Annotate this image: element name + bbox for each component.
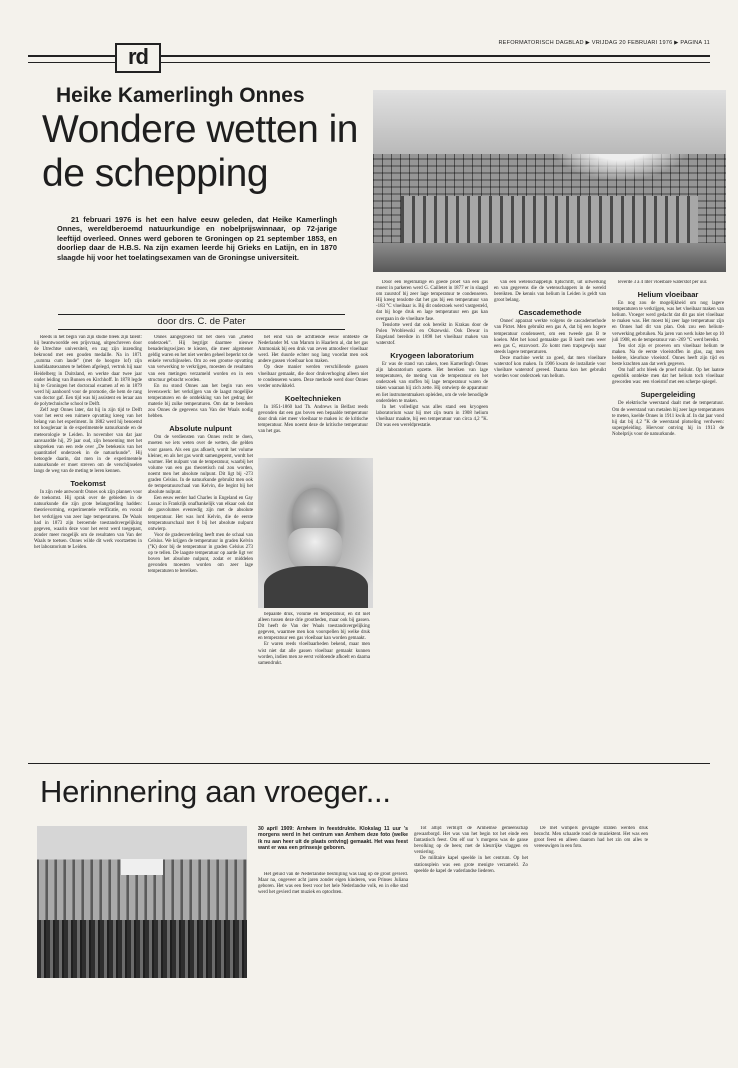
article-column-1 <box>34 335 142 755</box>
paragraph: In 1851-1860 had Th. Andrews in Belfast reeds gevonden dat een gas boven een bepaalde temperatuur door druk niet meer vloeibaar te maken is: de kritische temperatuur. Men noemt deze de kritische temperatuur van het gas. <box>258 404 368 435</box>
article-headline: Wondere wetten in de schepping <box>42 108 358 195</box>
second-article-lead: 30 april 1909: Arnhem in feestdrukte. Klokslag 11 uur 's morgens werd in het centrum van Arnhem deze foto (welke ik nu aan heer uit de plaats ontving) gemaakt. Het was feest want er was een prinsesje geboren. <box>258 826 408 852</box>
paragraph: En nu stond Onnes aan het begin van een levenswerk: het verkrijgen van de laagst mogelijke temperaturen en de ontdekking van het gedrag der materie bij zulke temperaturen. Om dat te bereiken zou Onnes de gegevens van Van der Waals nodig hebben. <box>148 383 253 420</box>
subheading-toekomst: Toekomst <box>70 479 106 489</box>
paragraph: In zijn rede antwoordt Onnes ook zijn plannen voor de toekomst. Hij sprak over de gebieden in de natuurkunde die zijn grote belangstelling hadden: theorievorming, experimentele verificatie, en vooral het verkrijgen van zeer lage temperaturen. De Waals had in 1873 zijn beroemde toestandsvergelijking gegeven, waarin deze voor het eerst werd toegepast, zonder meer mogelijk om de resultaten van Van der Waals te toetsen. Onnes wilde dit werk voortzetten in het laboratorium te Leiden. <box>34 490 142 550</box>
paragraph: Voor de gradenverdeling heeft men de schaal van Celsius. We krijgen de temperatuur in graden Kelvin (°K) door bij de temperatuur in graden Celsius 273 op te tellen. De laagste temperatuur op aarde ligt ver boven het absolute nulpunt, zodat er middelen gevonden moesten worden om zeer lage temperaturen te bereiken. <box>148 532 253 575</box>
second-article-headline: Herinnering aan vroeger... <box>40 774 391 809</box>
masthead-info: REFORMATORISCH DAGBLAD ▶ VRIJDAG 20 FEBRUARI 1976 ▶ PAGINA 11 <box>498 40 710 46</box>
paragraph: Onnes aangegroeid tot het doen van „meted onderzoek”. Hij begrijpt daarmee nieuwe benaderingswijzen te kiezen, die meer algemener geldig waren en het niet werden geheel beperkt tot de enkele verschijnselen. Om zo een grootse opvatting van verwerking te verkrijgen, moesten de resultaten van een metingen verzameld worden en in een structuur gebracht worden. <box>148 335 253 383</box>
paragraph: Om de verdiensten van Onnes recht te doen, moeten we iets weten over de wetten, die gelden voor gassen. Als een gas afkoelt, wordt het volume kleiner, en als het gas wordt samengeperst, wordt het warmer. Het nulpunt van de temperatuur, waarbij het volume van een gas theoretisch nul zou worden, noemt men het absolute nulpunt. Dit ligt bij -273 graden Celsius. In de natuurkunde gebruikt men ook de temperatuurschaal van Kelvin, die begint bij het absolute nulpunt. <box>148 435 253 496</box>
article-column-5 <box>376 280 488 755</box>
paragraph: Deze machine werkt zo goed, dat men vloeibare waterstof kon maken. In 1906 kwam de installatie voor vloeibare waterstof gereed. Daarna kon het gebruikt worden voor onderzoek van helium. <box>494 355 606 380</box>
paragraph: En nog zou de mogelijkheid om nog lagere temperaturen te verkrijgen, was het vloeibaar maken van helium. Vroeger werd gedacht dat dit gas niet vloeibaar te maken was. Het moest bij zeer lage temperatuur zijn en Onnes had dit van plan. Ook zou een helium-verwerking gebruiken. Na jaren van werk lukte het op 10 juli 1908, en de temperatuur van -269 °C werd bereikt. <box>612 301 724 343</box>
paragraph: het eind van de achttiende eeuw ontdekte de Nederlander M. van Marum in Haarlem al, dat het gas Ammoniak bij een druk van zeven atmosfeer vloeibaar werd. Het duurde echter nog lang voordat men ook andere gassen vloeibaar kon maken. <box>258 335 368 365</box>
paragraph: Om half acht bleek de proef mislukt. Op het laatste ogenblik ontdekte men dat het helium toch vloeibaar geworden was: een vloeistof met een scherpe spiegel. <box>612 368 724 386</box>
paragraph: Ten slot zijn er proeven om vloeibaar helium te maken. Na de eerste vloeistoffen in glas, zag men heldere, kleurloze vloeistof. Onnes heeft zijn tijd en beste krachten aan dat werk gegeven. <box>612 343 724 368</box>
subheading-absolute-nulpunt: Absolute nulpunt <box>169 424 232 434</box>
paragraph: In het volledigst was alles stand een kryogeen laboratorium waar hij met zijn team in 1908 helium vloeibaar maakte, bij een temperatuur van circa 4,2 °K. Dit was een wereldprestatie. <box>376 404 488 428</box>
laboratory-photo <box>373 90 726 272</box>
second-article-column-3 <box>534 826 648 1022</box>
street-celebration-photo <box>37 826 247 978</box>
paragraph: De met wimpels gevlagde straten werden druk bezocht. Men schaarde rond de muziektent. Het was een groot feest en alleen daarom had het zin om alles te vereeuwigen in een foto. <box>534 826 648 850</box>
article-byline: door drs. C. de Pater <box>58 314 345 330</box>
article-column-6 <box>494 280 606 755</box>
second-article-column-1 <box>258 872 408 1022</box>
section-divider <box>28 763 710 764</box>
paragraph: Zelf zegt Onnes later, dat hij in zijn tijd te Delft voor het eerst een ruimere opvatting kreeg van het belang van het experiment. In 1882 werd hij benoemd tot hoogleraar in de experimentele natuurkunde en de meteorologie te Leiden. In november van dat jaar aanvaardde hij, 29 jaar oud, zijn benoeming met het uitspreken van een rede over „De betekenis van het quantitatief onderzoek in de natuurkunde”. Hij betoogde daarin, dat men in de experimentele natuurkunde er moet streven om de verschijnselen langs de weg van de meting te leren kennen. <box>34 408 142 475</box>
article-kicker: Heike Kamerlingh Onnes <box>56 84 305 107</box>
newspaper-logo: rd <box>115 43 161 73</box>
paragraph: bepaalde druk, volume en temperatuur, en dit niet alleen tussen deze drie grootheden, maar ook bij gassen. Dit heeft de Van der Waals toestandsvergelijking gegeven, waarmee men kon voorspellen bij welke druk en temperatuur een gas vloeibaar kan worden gemaakt. <box>258 612 370 642</box>
subheading-koeltechnieken: Koeltechnieken <box>284 393 342 403</box>
paragraph: Tot altijd verblijft de Arnhemse gemeenschap gewaarborgd. Het was van het begin tot het einde een fantastisch feest. Om elf uur 's morgens was de ganse bevolking op de been; met de kleurrijke vlaggen en versiering. <box>414 826 528 856</box>
paragraph: Reeds in het begin van zijn studie bleek zijn talent: hij beantwoordde een prijsvraag, uitgeschreven door de Utrechtse universiteit, en zag zijn inzending bekroond met een gouden medaille. Na in 1871 „summa cum laude” (met de hoogste lof) zijn kandidaatsexamen te hebben afgelegd, vertrok hij naar Heidelberg in Duitsland, en werkte daar twee jaar onder leiding van Bunsen en Kirchhoff. In 1878 legde hij te Groningen het doctoraal examen af en in 1879 werd hij aanhoord voor de promotie, die hem de rang van doctor gaf. Een tijd was hij assistent en leraar aan de polytechnische school te Delft. <box>34 335 142 408</box>
paragraph: De elektrische weerstand daalt met de temperatuur. Om de weerstand van metalen bij zeer lage temperaturen te meten, koelde Onnes in 1911 kwik af. In dat jaar vond hij dat bij 4,2 °K de weerstand plotseling verdween: supergeleiding. Hiervoor ontving hij in 1913 de Nobelprijs voor de natuurkunde. <box>612 401 724 437</box>
paragraph: Tenslotte werd dat ook bereikt in Krakau door de Polen Wroblewski en Olszewski. Ook Dewar in Engeland bereikte in 1898 het vloeibaar maken van waterstof. <box>376 322 488 346</box>
subheading-supergeleiding: Supergeleiding <box>640 390 696 400</box>
article-column-3-top <box>258 335 368 453</box>
paragraph: Het geluid van de Nederlandse besmijling was laag op de groot gevierd. Maar na, ongeveer acht jaren zonder eigen kinderen, was Prinses Juliana geboren. Het was een feest voor het hele Nederlandse volk, en in elke stad werd het gevierd met muziek en optochten. <box>258 872 408 896</box>
article-column-2 <box>148 335 253 755</box>
paragraph: Een eeuw eerder had Charles in Engeland en Gay Lussac in Frankrijk onafhankelijk van elkaar ook dat de gasvolumes evenredig zijn met de absolute temperatuur. Het was lord Kelvin, die de eerste temperatuurschaal met 0 bij het absolute nulpunt ontwierp. <box>148 496 253 532</box>
article-column-3-bottom <box>258 612 370 755</box>
paragraph: Er was de stand van zaken, toen Kamerlingh Onnes zijn laboratorium opzette. Het bereiken van lage temperaturen, de meting van de temperatuur en het onderzoek van stoffen bij lage temperatuur waren de taken waaraan hij zich zette. Hij ontwierp de apparatuur en liet instrumentmakers opleiden, om de vele benodigde onderdelen te maken. <box>376 362 488 404</box>
paragraph: van een wetenschappelijk tijdschrift, uit uitwerking en van gegevens die de wetenschappers in de wereld bereikten. De kennis van helium in Leiden is geldt van groot belang. <box>494 280 606 304</box>
portrait-photo <box>258 458 373 608</box>
second-article-column-2 <box>414 826 528 1022</box>
paragraph: Onnes' apparaat werkte volgens de cascademethode van Pictet. Men gebruikt een gas A, dat bij een hogere temperatuur condenseert, om een tweede gas B te koelen. Met het koud gemaakte gas B koelt men weer een gas C, enzovoort. Zo komt men trapsgewijs naar steeds lagere temperaturen. <box>494 319 606 355</box>
subheading-kryogeen-laboratorium: Kryogeen laboratorium <box>390 351 474 361</box>
subheading-helium-vloeibaar: Helium vloeibaar <box>637 290 699 300</box>
article-lead: 21 februari 1976 is het een halve eeuw geleden, dat Heike Kamerlingh Onnes, wereldberoemd natuurkundige en nobelprijswinnaar, op 72-jarige leeftijd overleed. Onnes werd geboren te Groningen op 21 september 1853, en doorliep daar de H.B.S. Na zijn examen leerde hij Grieks en Latijn, en in 1870 slaagde hij voor het toelatingsexamen van de Groningse universiteit. <box>57 215 337 262</box>
paragraph: Op deze manier werden verschillende gassen vloeibaar gemaakt, die door drukverhoging alleen niet te condenseren waren. Deze methode werd door Onnes verder ontwikkeld. <box>258 365 368 389</box>
paragraph: Er waren reeds vloeibaarheden bekend, maar men wist niet dat alle gassen vloeibaar gemaakt kunnen worden, indien men ze eerst voldoende afkoelt en daarna samendrukt. <box>258 642 370 666</box>
subheading-cascademethode: Cascademethode <box>518 308 582 318</box>
article-column-7 <box>612 280 724 755</box>
paragraph: Door een regelmatige en goede proef van een gas moest in parkeren werd G. Cailletet in 1877 er in slaagd om zuurstof bij zeer lage temperatuur te condenseren. Hij kreeg tenslotte dat het gas bij een temperatuur van -183 °C vloeibaar is. Bij dit onderzoek werd vastgesteld, dat bij hoge druk en lage temperatuur een gas kan overgaan in de vloeibare fase. <box>376 280 488 322</box>
paragraph: De militaire kapel speelde in het centrum. Op het stationsplein was een grote menigte verzameld. Zo speelde de kapel de vaderlandse liederen. <box>414 856 528 874</box>
paragraph: leverde 3 à 4 liter vloeibare waterstof per uur. <box>618 280 708 285</box>
